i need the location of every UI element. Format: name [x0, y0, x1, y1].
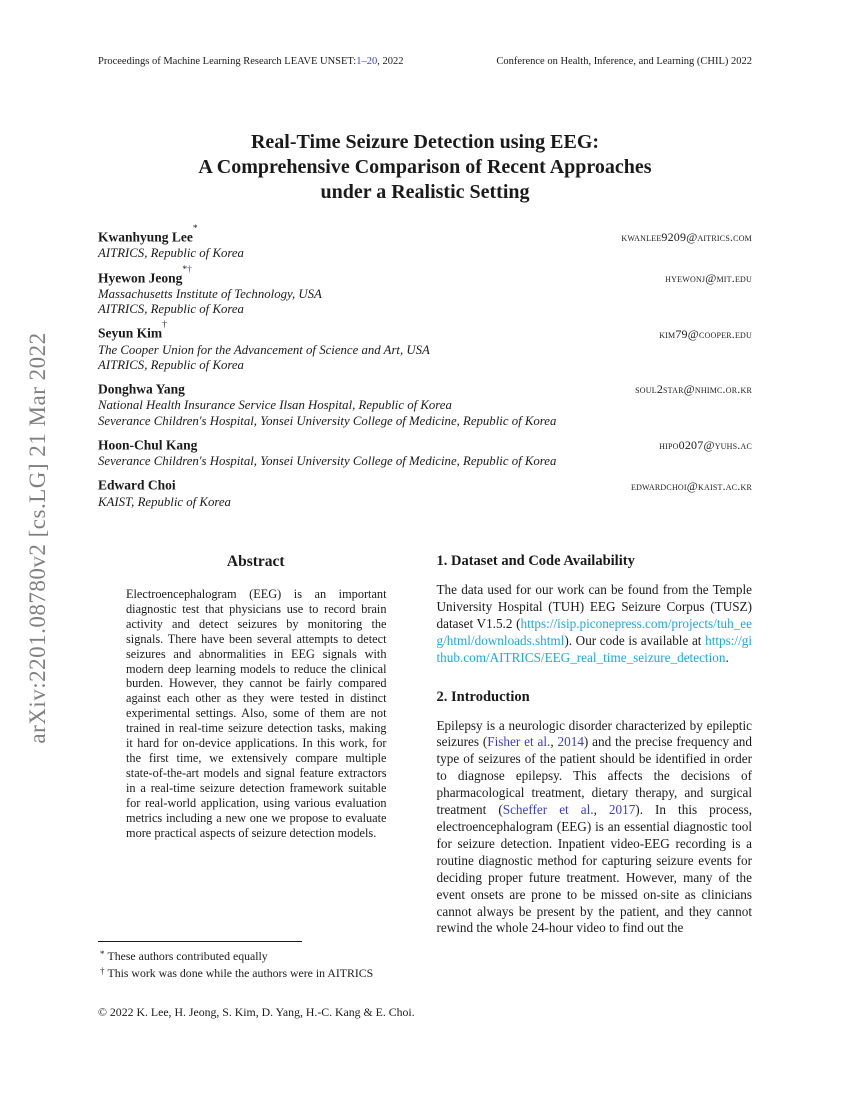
citation-link[interactable]: 2014: [557, 734, 584, 750]
author-affiliation: KAIST, Republic of Korea: [98, 494, 231, 509]
author-mark: *: [192, 224, 198, 234]
author-affiliation: Severance Children's Hospital, Yonsei University College of Medicine, Republic of Korea: [98, 413, 557, 428]
author-mark: †: [162, 320, 167, 331]
author-email[interactable]: kwanlee9209@aitrics.com: [621, 230, 752, 245]
footnotes: [98, 941, 438, 982]
section-heading: 1. Dataset and Code Availability: [436, 553, 635, 569]
citation-link[interactable]: Fisher et al.: [487, 734, 551, 750]
author-name: Hoon-Chul Kang: [98, 437, 198, 453]
author-marks: [193, 224, 198, 234]
author-line: [98, 476, 752, 494]
text-run: .: [725, 649, 729, 665]
author-name: Edward Choi: [98, 477, 176, 493]
author-name: Seyun Kim: [98, 325, 163, 341]
author-line: [98, 380, 752, 398]
author-email[interactable]: soul2star@nhimc.or.kr: [635, 382, 752, 397]
footnote-item: [98, 948, 438, 965]
footnote-text: This work was done while the authors were in AITRICS: [107, 966, 374, 980]
footnote-item: [98, 965, 438, 982]
header-right: Conference on Health, Inference, and Learning (CHIL) 2022: [496, 56, 752, 67]
author-email[interactable]: hyewonj@mit.edu: [665, 270, 752, 285]
citation-link[interactable]: 2017: [608, 802, 636, 818]
header-left: [98, 56, 403, 67]
author-entry: [98, 380, 752, 429]
url-link[interactable]: https://github.com/AITRICS/EEG_real_time_seizure_detection: [436, 632, 752, 665]
author-affiliation: AITRICS, Republic of Korea: [98, 302, 244, 317]
arxiv-watermark: arXiv:2201.08780v2 [cs.LG] 21 Mar 2022: [25, 332, 50, 744]
author-marks: [162, 320, 167, 330]
text-run: ). Our code is available at: [564, 632, 706, 648]
left-column: [98, 553, 414, 959]
section-heading: 2. Introduction: [436, 688, 530, 705]
author-affiliations: [98, 246, 752, 261]
author-entry: [98, 320, 752, 373]
text-run: ,: [593, 802, 609, 818]
footer-copyright: © 2022 K. Lee, H. Jeong, S. Kim, D. Yang, H.-C. Kang & E. Choi.: [98, 1005, 415, 1019]
section: [437, 553, 753, 667]
text-run: Epilepsy is a neurologic disorder characterized by epileptic seizures (: [436, 717, 752, 750]
text-run: ). In this process, electroencephalogram (EEG) is an essential diagnostic tool for seizure detection. Inpatient video-EEG recording is a routine diagnostic method for capturing seizure events for deciding proper future treatment. However, many of the event onsets are prone to be missed on-site as clinicians cannot always be present by the patient, and they cannot rewind the whole 24-hour video to find out the: [436, 802, 752, 936]
title-line-2: A Comprehensive Comparison of Recent Approaches: [198, 156, 652, 178]
header-left-suffix: , 2022: [377, 56, 404, 67]
section-body: [437, 718, 753, 938]
author-entry: [98, 476, 752, 510]
author-marks: [182, 265, 192, 275]
author-line: [98, 436, 752, 454]
running-header: [98, 56, 752, 67]
author-name: Kwanhyung Lee: [98, 229, 193, 245]
author-line: [98, 320, 752, 342]
abstract-heading: Abstract: [226, 553, 285, 570]
author-affiliations: [98, 398, 752, 428]
authors-block: [98, 224, 752, 517]
author-affiliation: National Health Insurance Service Ilsan Hospital, Republic of Korea: [98, 398, 452, 413]
two-column-body: [98, 553, 752, 959]
right-column: [437, 553, 753, 959]
text-run: ,: [550, 734, 558, 750]
author-entry: [98, 224, 752, 262]
footnote-rule: [98, 941, 302, 942]
abstract-text: Electroencephalogram (EEG) is an important diagnostic test that physicians use to record brain activity and detect seizures by monitoring the signals. There have been several attempts to detect seizures and abnormalities in EEG signals with modern deep learning models to reduce the clinical burden. However, they cannot be fairly compared against each other as they were tested in distinct experimental settings. Also, some of them are not trained in real-time seizure detection tasks, making it hard for on-device applications. In this work, for the first time, we extensively compare multiple state-of-the-art models and signal feature extractors in a real-time seizure detection framework suitable for real-world application, using various evaluation metrics including a new one we propose to evaluate more practical aspects of seizure detection models.: [126, 587, 387, 840]
author-affiliations: [98, 454, 752, 469]
author-affiliation: AITRICS, Republic of Korea: [98, 357, 244, 372]
author-affiliation: The Cooper Union for the Advancement of Science and Art, USA: [98, 342, 430, 357]
paragraph: [437, 718, 753, 938]
citation-link[interactable]: Scheffer et al.: [502, 802, 594, 818]
author-affiliations: [98, 287, 752, 317]
author-line: [98, 224, 752, 246]
footnote-text: These authors contributed equally: [107, 949, 268, 963]
section: [437, 689, 753, 938]
footnote-marker: †: [100, 966, 105, 976]
paragraph: [437, 582, 753, 667]
author-email[interactable]: kim79@cooper.edu: [659, 326, 752, 341]
url-link[interactable]: https://isip.piconepress.com/projects/tuh_eeg/html/downloads.shtml: [436, 615, 752, 648]
author-affiliation: Massachusetts Institute of Technology, USA: [98, 286, 322, 301]
author-mark: *: [182, 264, 188, 275]
author-name: Hyewon Jeong: [98, 269, 183, 285]
author-mark: †: [187, 264, 192, 275]
text-run: ) and the precise frequency and type of seizures of the patient should be identified in order to diagnose epilepsy. This affects the decisions of pharmacological treatment, dietary therapy, and surgical treatment (: [436, 734, 752, 818]
author-entry: [98, 264, 752, 318]
author-email[interactable]: edwardchoi@kaist.ac.kr: [630, 478, 752, 493]
section-body: [437, 582, 753, 667]
paper-title: [0, 130, 850, 205]
author-entry: [98, 436, 752, 470]
author-affiliations: [98, 343, 752, 373]
header-pages-link[interactable]: 1–20: [356, 56, 378, 67]
author-name: Donghwa Yang: [98, 381, 185, 397]
footnote-marker: *: [100, 949, 105, 959]
title-line-3: under a Realistic Setting: [320, 181, 530, 203]
author-line: [98, 264, 752, 287]
author-affiliation: AITRICS, Republic of Korea: [98, 246, 244, 261]
author-affiliation: Severance Children's Hospital, Yonsei University College of Medicine, Republic of Korea: [98, 454, 557, 469]
author-affiliations: [98, 495, 752, 510]
text-run: The data used for our work can be found from the Temple University Hospital (TUH) EEG Seizure Corpus (TUSZ) dataset V1.5.2 (: [436, 582, 752, 631]
title-line-1: Real-Time Seizure Detection using EEG:: [250, 131, 600, 153]
author-email[interactable]: hipo0207@yuhs.ac: [659, 438, 752, 453]
header-left-prefix: Proceedings of Machine Learning Research LEAVE UNSET:: [98, 56, 357, 67]
